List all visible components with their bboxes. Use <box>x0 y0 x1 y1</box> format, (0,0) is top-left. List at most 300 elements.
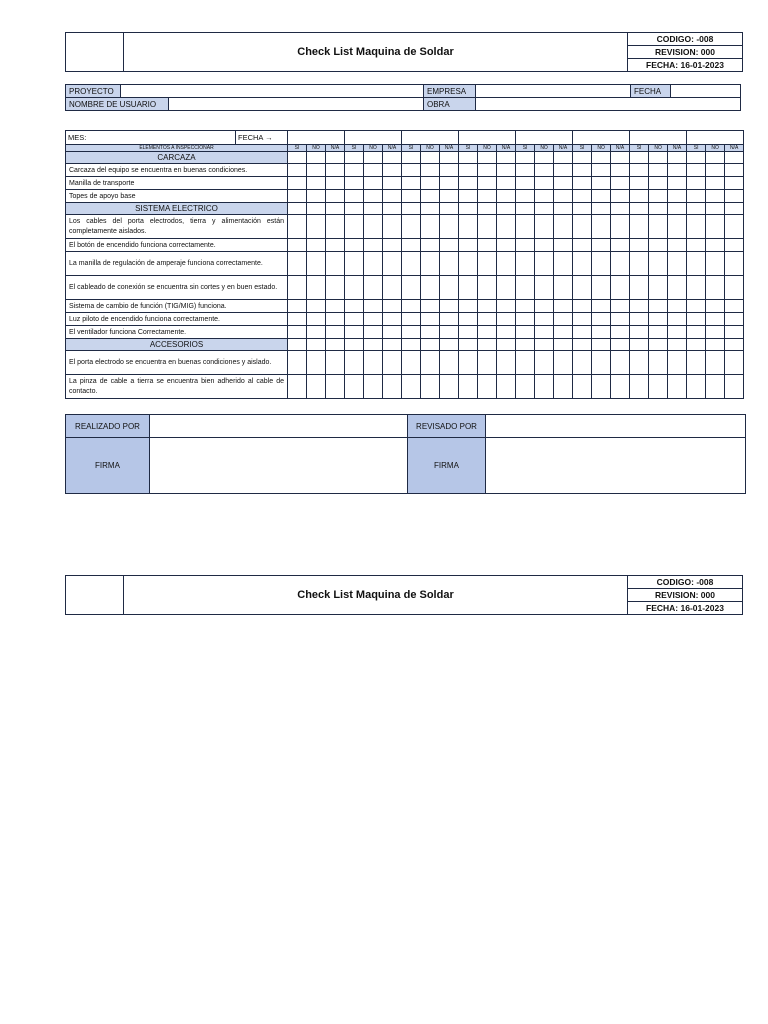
check-cell[interactable] <box>668 239 687 252</box>
check-cell[interactable] <box>706 203 725 215</box>
check-cell[interactable] <box>573 239 592 252</box>
check-cell[interactable] <box>516 177 535 190</box>
check-cell[interactable] <box>497 351 516 375</box>
check-cell[interactable] <box>687 164 706 177</box>
check-cell[interactable] <box>573 326 592 339</box>
check-cell[interactable] <box>383 203 402 215</box>
check-cell[interactable] <box>307 239 326 252</box>
check-cell[interactable] <box>364 203 383 215</box>
check-cell[interactable] <box>706 215 725 239</box>
check-cell[interactable] <box>535 152 554 164</box>
date-field[interactable] <box>516 131 573 145</box>
check-cell[interactable] <box>421 326 440 339</box>
check-cell[interactable] <box>725 339 744 351</box>
check-cell[interactable] <box>421 152 440 164</box>
check-cell[interactable] <box>706 375 725 399</box>
check-cell[interactable] <box>554 152 573 164</box>
check-cell[interactable] <box>668 326 687 339</box>
check-cell[interactable] <box>630 339 649 351</box>
check-cell[interactable] <box>459 203 478 215</box>
check-cell[interactable] <box>706 300 725 313</box>
check-cell[interactable] <box>383 300 402 313</box>
check-cell[interactable] <box>288 351 307 375</box>
check-cell[interactable] <box>630 326 649 339</box>
check-cell[interactable] <box>668 300 687 313</box>
check-cell[interactable] <box>288 239 307 252</box>
check-cell[interactable] <box>345 351 364 375</box>
check-cell[interactable] <box>383 252 402 276</box>
check-cell[interactable] <box>326 190 345 203</box>
check-cell[interactable] <box>535 164 554 177</box>
check-cell[interactable] <box>630 203 649 215</box>
check-cell[interactable] <box>307 300 326 313</box>
check-cell[interactable] <box>478 375 497 399</box>
check-cell[interactable] <box>421 177 440 190</box>
check-cell[interactable] <box>535 313 554 326</box>
check-cell[interactable] <box>649 177 668 190</box>
check-cell[interactable] <box>345 375 364 399</box>
check-cell[interactable] <box>478 164 497 177</box>
check-cell[interactable] <box>440 252 459 276</box>
firma-realizado-field[interactable] <box>150 438 408 494</box>
check-cell[interactable] <box>497 215 516 239</box>
check-cell[interactable] <box>668 313 687 326</box>
check-cell[interactable] <box>630 164 649 177</box>
check-cell[interactable] <box>516 152 535 164</box>
check-cell[interactable] <box>592 152 611 164</box>
check-cell[interactable] <box>497 375 516 399</box>
check-cell[interactable] <box>535 252 554 276</box>
check-cell[interactable] <box>535 239 554 252</box>
check-cell[interactable] <box>687 177 706 190</box>
check-cell[interactable] <box>592 177 611 190</box>
check-cell[interactable] <box>687 276 706 300</box>
check-cell[interactable] <box>383 177 402 190</box>
check-cell[interactable] <box>345 252 364 276</box>
check-cell[interactable] <box>459 190 478 203</box>
realizado-field[interactable] <box>150 415 408 438</box>
check-cell[interactable] <box>478 339 497 351</box>
check-cell[interactable] <box>706 177 725 190</box>
check-cell[interactable] <box>421 351 440 375</box>
check-cell[interactable] <box>440 339 459 351</box>
check-cell[interactable] <box>630 351 649 375</box>
check-cell[interactable] <box>364 339 383 351</box>
check-cell[interactable] <box>421 300 440 313</box>
check-cell[interactable] <box>706 190 725 203</box>
check-cell[interactable] <box>307 252 326 276</box>
check-cell[interactable] <box>611 177 630 190</box>
check-cell[interactable] <box>630 215 649 239</box>
check-cell[interactable] <box>421 239 440 252</box>
check-cell[interactable] <box>535 326 554 339</box>
check-cell[interactable] <box>497 164 516 177</box>
check-cell[interactable] <box>668 276 687 300</box>
empresa-field[interactable] <box>476 85 631 98</box>
check-cell[interactable] <box>573 152 592 164</box>
check-cell[interactable] <box>307 203 326 215</box>
check-cell[interactable] <box>307 276 326 300</box>
check-cell[interactable] <box>307 215 326 239</box>
date-field[interactable] <box>687 131 744 145</box>
check-cell[interactable] <box>706 339 725 351</box>
check-cell[interactable] <box>478 300 497 313</box>
check-cell[interactable] <box>402 152 421 164</box>
check-cell[interactable] <box>459 239 478 252</box>
check-cell[interactable] <box>383 190 402 203</box>
check-cell[interactable] <box>592 326 611 339</box>
check-cell[interactable] <box>535 203 554 215</box>
check-cell[interactable] <box>630 190 649 203</box>
check-cell[interactable] <box>687 375 706 399</box>
check-cell[interactable] <box>402 276 421 300</box>
check-cell[interactable] <box>687 252 706 276</box>
check-cell[interactable] <box>288 276 307 300</box>
check-cell[interactable] <box>630 375 649 399</box>
check-cell[interactable] <box>383 164 402 177</box>
check-cell[interactable] <box>573 177 592 190</box>
date-field[interactable] <box>573 131 630 145</box>
check-cell[interactable] <box>345 276 364 300</box>
check-cell[interactable] <box>497 252 516 276</box>
check-cell[interactable] <box>592 300 611 313</box>
check-cell[interactable] <box>440 276 459 300</box>
check-cell[interactable] <box>497 313 516 326</box>
check-cell[interactable] <box>630 300 649 313</box>
check-cell[interactable] <box>725 239 744 252</box>
check-cell[interactable] <box>516 252 535 276</box>
check-cell[interactable] <box>592 276 611 300</box>
check-cell[interactable] <box>364 190 383 203</box>
check-cell[interactable] <box>649 313 668 326</box>
check-cell[interactable] <box>364 276 383 300</box>
check-cell[interactable] <box>383 375 402 399</box>
check-cell[interactable] <box>592 203 611 215</box>
check-cell[interactable] <box>516 300 535 313</box>
check-cell[interactable] <box>440 375 459 399</box>
check-cell[interactable] <box>421 313 440 326</box>
check-cell[interactable] <box>345 190 364 203</box>
check-cell[interactable] <box>592 164 611 177</box>
check-cell[interactable] <box>345 326 364 339</box>
fecha-project-field[interactable] <box>671 85 741 98</box>
check-cell[interactable] <box>440 164 459 177</box>
check-cell[interactable] <box>459 252 478 276</box>
check-cell[interactable] <box>516 203 535 215</box>
check-cell[interactable] <box>497 203 516 215</box>
check-cell[interactable] <box>364 177 383 190</box>
check-cell[interactable] <box>649 164 668 177</box>
check-cell[interactable] <box>478 326 497 339</box>
check-cell[interactable] <box>345 339 364 351</box>
check-cell[interactable] <box>554 215 573 239</box>
check-cell[interactable] <box>611 203 630 215</box>
check-cell[interactable] <box>440 152 459 164</box>
check-cell[interactable] <box>687 313 706 326</box>
check-cell[interactable] <box>478 190 497 203</box>
check-cell[interactable] <box>307 152 326 164</box>
check-cell[interactable] <box>706 351 725 375</box>
check-cell[interactable] <box>478 203 497 215</box>
check-cell[interactable] <box>383 215 402 239</box>
check-cell[interactable] <box>364 351 383 375</box>
check-cell[interactable] <box>364 252 383 276</box>
check-cell[interactable] <box>364 239 383 252</box>
check-cell[interactable] <box>687 190 706 203</box>
check-cell[interactable] <box>307 164 326 177</box>
check-cell[interactable] <box>326 375 345 399</box>
check-cell[interactable] <box>459 300 478 313</box>
check-cell[interactable] <box>288 252 307 276</box>
check-cell[interactable] <box>668 164 687 177</box>
check-cell[interactable] <box>459 152 478 164</box>
check-cell[interactable] <box>706 252 725 276</box>
check-cell[interactable] <box>345 239 364 252</box>
check-cell[interactable] <box>497 300 516 313</box>
check-cell[interactable] <box>478 313 497 326</box>
check-cell[interactable] <box>421 375 440 399</box>
check-cell[interactable] <box>459 339 478 351</box>
check-cell[interactable] <box>687 152 706 164</box>
check-cell[interactable] <box>516 190 535 203</box>
check-cell[interactable] <box>668 215 687 239</box>
check-cell[interactable] <box>611 351 630 375</box>
check-cell[interactable] <box>402 313 421 326</box>
check-cell[interactable] <box>573 276 592 300</box>
check-cell[interactable] <box>364 300 383 313</box>
check-cell[interactable] <box>668 351 687 375</box>
check-cell[interactable] <box>611 190 630 203</box>
check-cell[interactable] <box>421 252 440 276</box>
check-cell[interactable] <box>592 215 611 239</box>
check-cell[interactable] <box>326 313 345 326</box>
check-cell[interactable] <box>592 190 611 203</box>
check-cell[interactable] <box>535 300 554 313</box>
check-cell[interactable] <box>573 203 592 215</box>
check-cell[interactable] <box>573 300 592 313</box>
check-cell[interactable] <box>459 276 478 300</box>
check-cell[interactable] <box>459 375 478 399</box>
check-cell[interactable] <box>383 326 402 339</box>
check-cell[interactable] <box>554 276 573 300</box>
check-cell[interactable] <box>592 339 611 351</box>
check-cell[interactable] <box>554 326 573 339</box>
check-cell[interactable] <box>554 339 573 351</box>
check-cell[interactable] <box>516 215 535 239</box>
check-cell[interactable] <box>402 300 421 313</box>
usuario-field[interactable] <box>169 98 424 111</box>
check-cell[interactable] <box>725 164 744 177</box>
check-cell[interactable] <box>687 215 706 239</box>
check-cell[interactable] <box>592 351 611 375</box>
check-cell[interactable] <box>649 300 668 313</box>
check-cell[interactable] <box>402 375 421 399</box>
check-cell[interactable] <box>592 252 611 276</box>
check-cell[interactable] <box>535 215 554 239</box>
date-field[interactable] <box>402 131 459 145</box>
date-field[interactable] <box>459 131 516 145</box>
check-cell[interactable] <box>459 177 478 190</box>
check-cell[interactable] <box>326 351 345 375</box>
check-cell[interactable] <box>478 177 497 190</box>
check-cell[interactable] <box>478 351 497 375</box>
check-cell[interactable] <box>288 190 307 203</box>
check-cell[interactable] <box>364 313 383 326</box>
check-cell[interactable] <box>535 177 554 190</box>
check-cell[interactable] <box>630 276 649 300</box>
check-cell[interactable] <box>497 177 516 190</box>
check-cell[interactable] <box>421 164 440 177</box>
check-cell[interactable] <box>440 177 459 190</box>
check-cell[interactable] <box>326 300 345 313</box>
check-cell[interactable] <box>516 276 535 300</box>
check-cell[interactable] <box>725 300 744 313</box>
check-cell[interactable] <box>421 190 440 203</box>
check-cell[interactable] <box>402 190 421 203</box>
check-cell[interactable] <box>668 190 687 203</box>
check-cell[interactable] <box>307 190 326 203</box>
check-cell[interactable] <box>592 375 611 399</box>
check-cell[interactable] <box>725 326 744 339</box>
check-cell[interactable] <box>440 203 459 215</box>
check-cell[interactable] <box>326 326 345 339</box>
check-cell[interactable] <box>611 313 630 326</box>
check-cell[interactable] <box>497 276 516 300</box>
check-cell[interactable] <box>554 252 573 276</box>
check-cell[interactable] <box>611 339 630 351</box>
check-cell[interactable] <box>687 351 706 375</box>
check-cell[interactable] <box>288 339 307 351</box>
check-cell[interactable] <box>535 339 554 351</box>
check-cell[interactable] <box>402 252 421 276</box>
check-cell[interactable] <box>687 300 706 313</box>
check-cell[interactable] <box>383 239 402 252</box>
check-cell[interactable] <box>288 300 307 313</box>
proyecto-field[interactable] <box>121 85 424 98</box>
check-cell[interactable] <box>725 252 744 276</box>
check-cell[interactable] <box>459 313 478 326</box>
check-cell[interactable] <box>573 313 592 326</box>
check-cell[interactable] <box>706 239 725 252</box>
check-cell[interactable] <box>649 326 668 339</box>
check-cell[interactable] <box>706 276 725 300</box>
check-cell[interactable] <box>478 215 497 239</box>
check-cell[interactable] <box>402 164 421 177</box>
check-cell[interactable] <box>649 215 668 239</box>
check-cell[interactable] <box>516 239 535 252</box>
check-cell[interactable] <box>573 375 592 399</box>
check-cell[interactable] <box>573 215 592 239</box>
check-cell[interactable] <box>364 152 383 164</box>
revisado-field[interactable] <box>486 415 746 438</box>
check-cell[interactable] <box>402 239 421 252</box>
check-cell[interactable] <box>459 164 478 177</box>
check-cell[interactable] <box>440 313 459 326</box>
check-cell[interactable] <box>326 276 345 300</box>
check-cell[interactable] <box>706 313 725 326</box>
check-cell[interactable] <box>516 375 535 399</box>
check-cell[interactable] <box>307 177 326 190</box>
check-cell[interactable] <box>421 215 440 239</box>
check-cell[interactable] <box>592 313 611 326</box>
check-cell[interactable] <box>554 313 573 326</box>
check-cell[interactable] <box>516 313 535 326</box>
check-cell[interactable] <box>668 375 687 399</box>
check-cell[interactable] <box>421 203 440 215</box>
check-cell[interactable] <box>554 375 573 399</box>
check-cell[interactable] <box>630 177 649 190</box>
check-cell[interactable] <box>345 300 364 313</box>
check-cell[interactable] <box>725 177 744 190</box>
check-cell[interactable] <box>554 351 573 375</box>
check-cell[interactable] <box>402 351 421 375</box>
check-cell[interactable] <box>725 313 744 326</box>
check-cell[interactable] <box>573 339 592 351</box>
check-cell[interactable] <box>649 351 668 375</box>
check-cell[interactable] <box>611 252 630 276</box>
check-cell[interactable] <box>345 152 364 164</box>
check-cell[interactable] <box>402 203 421 215</box>
check-cell[interactable] <box>307 313 326 326</box>
check-cell[interactable] <box>687 203 706 215</box>
check-cell[interactable] <box>288 326 307 339</box>
check-cell[interactable] <box>497 239 516 252</box>
check-cell[interactable] <box>497 152 516 164</box>
check-cell[interactable] <box>592 239 611 252</box>
check-cell[interactable] <box>554 300 573 313</box>
check-cell[interactable] <box>516 164 535 177</box>
check-cell[interactable] <box>516 339 535 351</box>
check-cell[interactable] <box>307 351 326 375</box>
check-cell[interactable] <box>535 351 554 375</box>
check-cell[interactable] <box>288 203 307 215</box>
check-cell[interactable] <box>611 164 630 177</box>
check-cell[interactable] <box>668 177 687 190</box>
check-cell[interactable] <box>611 276 630 300</box>
check-cell[interactable] <box>459 215 478 239</box>
check-cell[interactable] <box>630 252 649 276</box>
check-cell[interactable] <box>554 177 573 190</box>
check-cell[interactable] <box>326 177 345 190</box>
check-cell[interactable] <box>687 239 706 252</box>
check-cell[interactable] <box>554 190 573 203</box>
check-cell[interactable] <box>725 190 744 203</box>
check-cell[interactable] <box>345 215 364 239</box>
check-cell[interactable] <box>478 152 497 164</box>
check-cell[interactable] <box>288 375 307 399</box>
check-cell[interactable] <box>440 239 459 252</box>
check-cell[interactable] <box>364 375 383 399</box>
check-cell[interactable] <box>554 239 573 252</box>
obra-field[interactable] <box>476 98 741 111</box>
date-field[interactable] <box>288 131 345 145</box>
check-cell[interactable] <box>630 152 649 164</box>
check-cell[interactable] <box>554 164 573 177</box>
check-cell[interactable] <box>649 276 668 300</box>
check-cell[interactable] <box>440 351 459 375</box>
check-cell[interactable] <box>649 252 668 276</box>
check-cell[interactable] <box>288 313 307 326</box>
check-cell[interactable] <box>630 239 649 252</box>
check-cell[interactable] <box>383 351 402 375</box>
check-cell[interactable] <box>706 326 725 339</box>
check-cell[interactable] <box>459 326 478 339</box>
check-cell[interactable] <box>725 276 744 300</box>
check-cell[interactable] <box>288 164 307 177</box>
check-cell[interactable] <box>649 203 668 215</box>
check-cell[interactable] <box>326 215 345 239</box>
check-cell[interactable] <box>383 313 402 326</box>
